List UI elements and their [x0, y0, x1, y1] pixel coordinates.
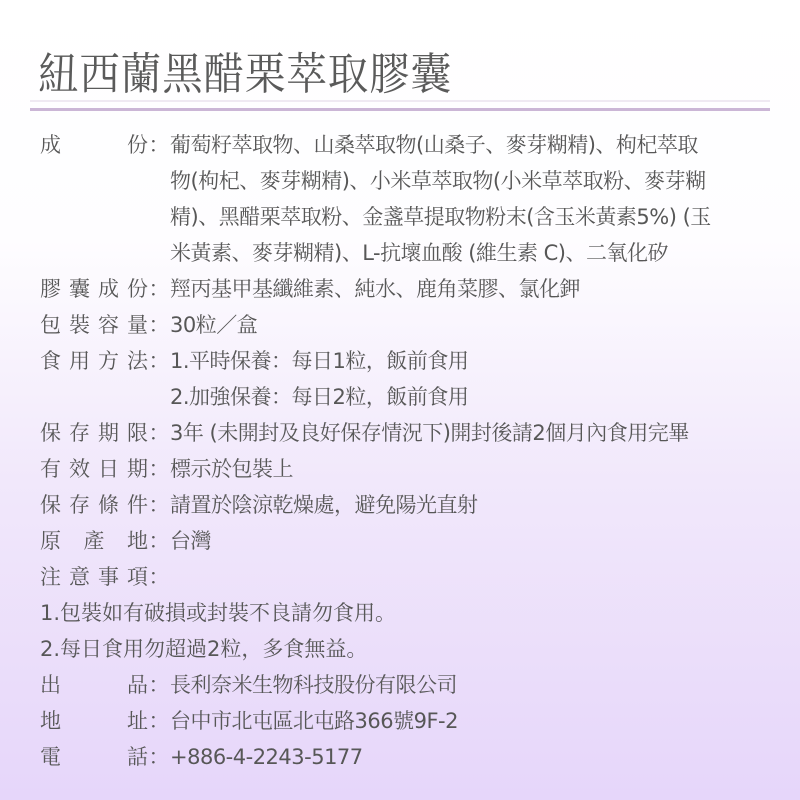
spec-value-line: 葡萄籽萃取物、山桑萃取物(山桑子、麥芽糊精)、枸杞萃取 — [170, 133, 698, 157]
spec-row — [40, 559, 780, 595]
spec-value-line: 標示於包裝上 — [170, 457, 293, 481]
spec-row — [40, 523, 780, 559]
spec-colon: ： — [148, 313, 170, 337]
spec-colon: ： — [148, 709, 170, 733]
spec-label: 膠囊成份 — [40, 277, 148, 301]
spec-colon: ： — [148, 493, 170, 517]
spec-label: 保存條件 — [40, 493, 148, 517]
spec-colon: ： — [148, 565, 170, 589]
spec-value — [170, 307, 780, 343]
spec-value — [170, 739, 780, 775]
spec-label: 注意事項 — [40, 565, 148, 589]
spec-label: 出 品 — [40, 673, 148, 697]
spec-label: 食用方法 — [40, 349, 148, 373]
product-spec-list — [40, 127, 780, 775]
spec-value-line: 請置於陰涼乾燥處，避免陽光直射 — [170, 493, 478, 517]
spec-value-line — [170, 559, 780, 595]
spec-row — [40, 127, 780, 271]
divider-purple — [30, 108, 770, 111]
spec-row — [40, 307, 780, 343]
spec-value — [170, 415, 780, 451]
spec-value-line: 精)、黑醋栗萃取粉、金盞草提取物粉末(含玉米黃素5%) (玉 — [170, 205, 711, 229]
spec-label: 保存期限 — [40, 421, 148, 445]
spec-label: 有效日期 — [40, 457, 148, 481]
spec-label: 電 話 — [40, 745, 148, 769]
spec-colon: ： — [148, 133, 170, 157]
spec-value-line: 米黃素、麥芽糊精)、L-抗壞血酸 (維生素 C)、二氧化矽 — [170, 241, 668, 265]
spec-colon: ： — [148, 745, 170, 769]
spec-row — [40, 487, 780, 523]
spec-row — [40, 703, 780, 739]
divider-light — [30, 100, 770, 102]
spec-row — [40, 271, 780, 307]
caution-note: 2.每日食用勿超過2粒，多食無益。 — [40, 637, 368, 661]
spec-value — [170, 667, 780, 703]
spec-value-line: 物(枸杞、麥芽糊精)、小米草萃取物(小米草萃取粉、麥芽糊 — [170, 169, 706, 193]
caution-note: 1.包裝如有破損或封裝不良請勿食用。 — [40, 601, 397, 625]
spec-colon: ： — [148, 277, 170, 301]
spec-colon: ： — [148, 349, 170, 373]
spec-label: 原 產 地 — [40, 529, 148, 553]
spec-value — [170, 271, 780, 307]
spec-value-line: 長利奈米生物科技股份有限公司 — [170, 673, 457, 697]
product-title: 紐西蘭黑醋栗萃取膠囊 — [38, 49, 452, 100]
spec-value-line: 1.平時保養：每日1粒，飯前食用 — [170, 349, 469, 373]
spec-colon: ： — [148, 673, 170, 697]
spec-label: 包裝容量 — [40, 313, 148, 337]
spec-value — [170, 703, 780, 739]
spec-value-line: 2.加強保養：每日2粒，飯前食用 — [170, 385, 469, 409]
spec-value-line: 30粒／盒 — [170, 313, 258, 337]
spec-value-line: 台灣 — [170, 529, 211, 553]
spec-colon: ： — [148, 421, 170, 445]
spec-row — [40, 343, 780, 415]
spec-value-line: 羥丙基甲基纖維素、純水、鹿角菜膠、氯化鉀 — [170, 277, 580, 301]
spec-label: 成 份 — [40, 133, 148, 157]
spec-row — [40, 667, 780, 703]
spec-colon: ： — [148, 529, 170, 553]
spec-label: 地 址 — [40, 709, 148, 733]
spec-row — [40, 415, 780, 451]
spec-value — [170, 523, 780, 559]
spec-value-line: 台中市北屯區北屯路366號9F-2 — [170, 709, 458, 733]
spec-value — [170, 559, 780, 595]
spec-row — [40, 739, 780, 775]
spec-value-line: +886-4-2243-5177 — [170, 745, 363, 769]
spec-value — [170, 487, 780, 523]
spec-value — [170, 451, 780, 487]
spec-value — [170, 343, 780, 415]
spec-colon: ： — [148, 457, 170, 481]
spec-value — [170, 127, 780, 271]
spec-row — [40, 451, 780, 487]
spec-value-line: 3年 (未開封及良好保存情況下)開封後請2個月內食用完畢 — [170, 421, 689, 445]
